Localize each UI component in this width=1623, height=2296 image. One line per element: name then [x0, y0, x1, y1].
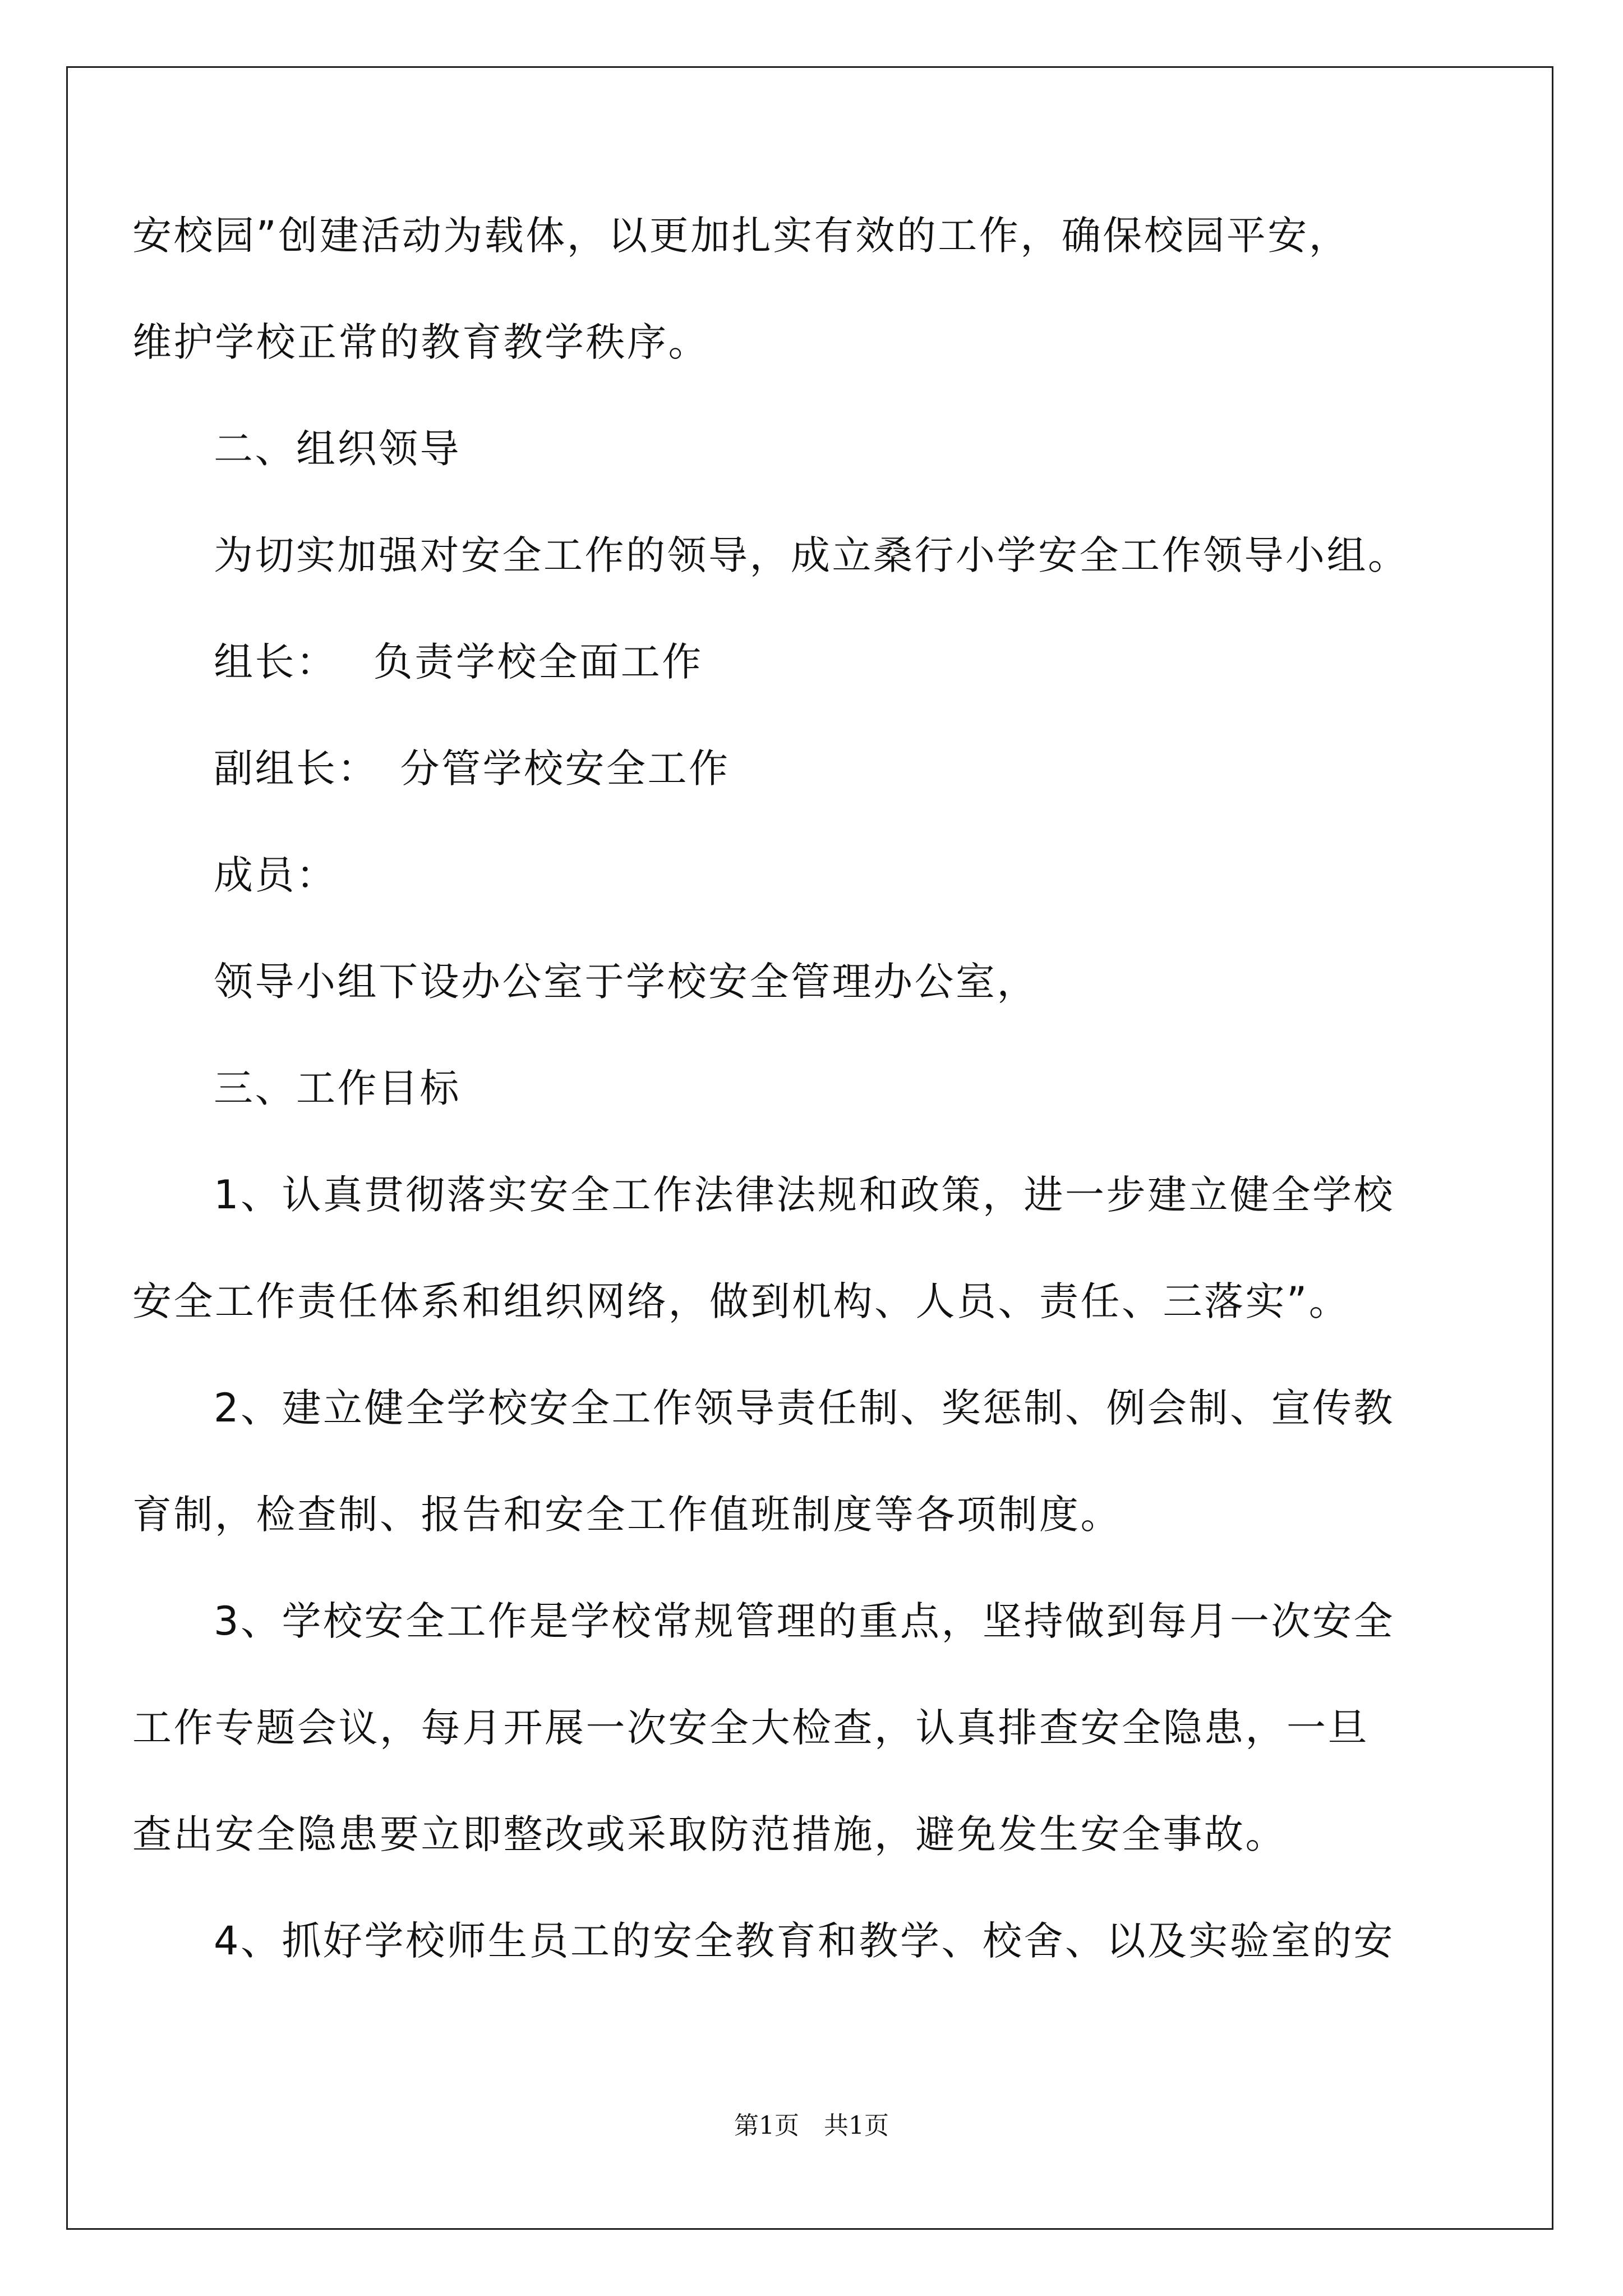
page-border [66, 66, 1553, 2230]
text-line: 1、认真贯彻落实安全工作法律法规和政策，进一步建立健全学校 [214, 1172, 1395, 1218]
text-line: 副组长： 分管学校安全工作 [214, 746, 730, 792]
section-heading: 二、组织领导 [214, 426, 461, 472]
text-line: 组长： 负责学校全面工作 [214, 639, 703, 685]
page-number-footer: 第1页 共1页 [734, 2111, 889, 2140]
text-line: 安全工作责任体系和组织网络，做到机构、人员、责任、三落实”。 [132, 1278, 1350, 1324]
section-heading: 三、工作目标 [214, 1065, 461, 1111]
text-line: 领导小组下设办公室于学校安全管理办公室， [214, 959, 1038, 1005]
text-line: 维护学校正常的教育教学秩序。 [132, 319, 709, 365]
text-line: 2、建立健全学校安全工作领导责任制、奖惩制、例会制、宣传教 [214, 1385, 1395, 1431]
text-line: 安校园”创建活动为载体，以更加扎实有效的工作，确保校园平安， [132, 213, 1350, 259]
text-line: 育制，检查制、报告和安全工作值班制度等各项制度。 [132, 1492, 1122, 1538]
text-line: 工作专题会议，每月开展一次安全大检查，认真排查安全隐患，一旦 [132, 1705, 1369, 1751]
text-line: 3、学校安全工作是学校常规管理的重点，坚持做到每月一次安全 [214, 1598, 1395, 1644]
text-line: 为切实加强对安全工作的领导，成立桑行小学安全工作领导小组。 [214, 532, 1409, 578]
text-line: 查出安全隐患要立即整改或采取防范措施，避免发生安全事故。 [132, 1811, 1287, 1857]
text-line: 成员： [214, 852, 338, 898]
text-line: 4、抓好学校师生员工的安全教育和教学、校舍、以及实验室的安 [214, 1918, 1395, 1964]
